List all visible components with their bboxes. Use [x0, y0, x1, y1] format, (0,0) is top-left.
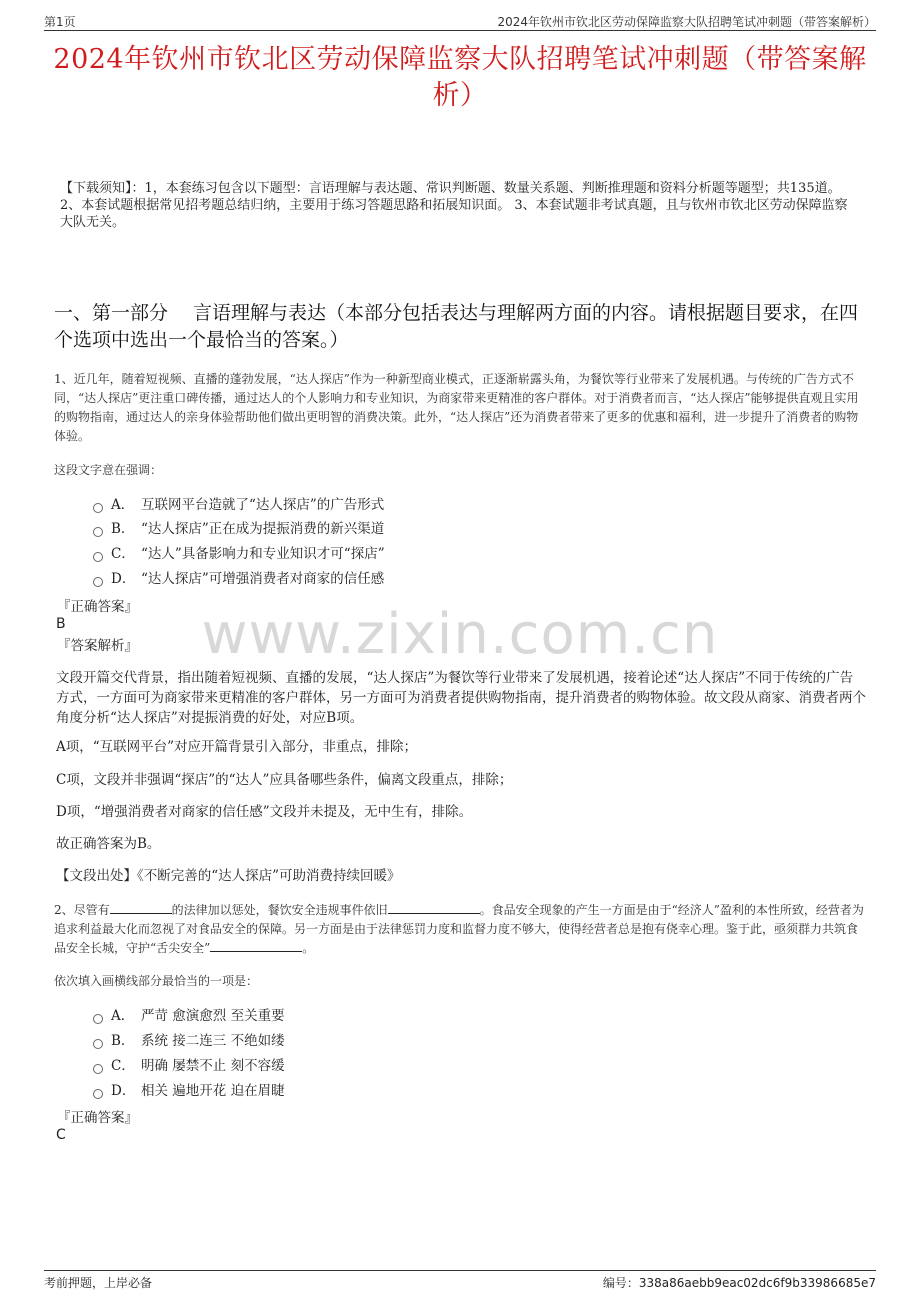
- option-text: 明确 屡禁不止 刻不容缓: [141, 1058, 285, 1074]
- option-key: A．: [111, 497, 135, 513]
- question-1-text: 1、近几年，随着短视频、直播的蓬勃发展，“达人探店”作为一种新型商业模式，正逐渐崭露头角，为餐饮等行业带来了发展机遇。与传统的广告方式不同，“达人探店”更注重口碑传播，通过达人的个人影响力和专业知识，为商家带来更精准的客户群体。对于消费者而言，“达人探店”能够提供直观且实用的购物指南，通过达人的亲身体验帮助他们做出更明智的消费决策。此外，“达人探店”还为消费者带来了更多的优惠和福利，进一步提升了消费者的购物体验。: [54, 372, 859, 443]
- q2-answer: C: [56, 1127, 66, 1143]
- q1-option-d[interactable]: [93, 569, 384, 589]
- q1-option-b[interactable]: [93, 519, 384, 539]
- footer-slogan: 考前押题，上岸必备: [44, 1276, 153, 1290]
- radio-icon[interactable]: [93, 552, 103, 562]
- radio-icon[interactable]: [93, 1064, 103, 1074]
- q1-note-a: A项，“互联网平台”对应开篇背景引入部分，非重点，排除；: [56, 739, 418, 755]
- q1-note-c: C项，文段并非强调“探店”的“达人”应具备哪些条件，偏离文段重点，排除；: [56, 772, 513, 788]
- option-text: “达人”具备影响力和专业知识才可“探店”: [141, 546, 385, 562]
- watermark: www.zixin.com.cn: [201, 602, 719, 667]
- document-title: 2024年钦州市钦北区劳动保障监察大队招聘笔试冲刺题（带答案解析）: [53, 44, 867, 111]
- option-key: D．: [111, 571, 136, 587]
- radio-icon[interactable]: [93, 1039, 103, 1049]
- option-text: 相关 遍地开花 迫在眉睫: [141, 1083, 285, 1099]
- q2-option-c[interactable]: [93, 1056, 285, 1076]
- q2-option-d[interactable]: [93, 1081, 285, 1101]
- q1-option-c[interactable]: [93, 544, 385, 564]
- q1-conclusion: 故正确答案为B。: [56, 836, 161, 852]
- option-text: 严苛 愈演愈烈 至关重要: [141, 1008, 285, 1024]
- q1-option-a[interactable]: [93, 495, 384, 515]
- question-2-prompt: 依次填入画横线部分最恰当的一项是：: [54, 974, 259, 988]
- q1-source: 【文段出处】《不断完善的“达人探店”可助消费持续回暖》: [56, 868, 401, 884]
- option-key: B．: [111, 1033, 135, 1049]
- question-2-text: 2、尽管有 的法律加以惩处，餐饮安全违规事件依旧 。食品安全现象的产生一方面是由于“经济人”盈利的本性所致，经营者为追求利益最大化而忽视了对食品安全的保障。另一方面是由于法律惩罚力度和监督力度不够大，使得经营者总是抱有侥幸心理。鉴于此，亟须群力共筑食品安全长城，守护“舌尖安全” 。: [54, 903, 864, 955]
- radio-icon[interactable]: [93, 527, 103, 537]
- q2-correct-label: 『正确答案』: [57, 1110, 138, 1126]
- option-key: B．: [111, 521, 135, 537]
- radio-icon[interactable]: [93, 503, 103, 513]
- option-key: C．: [111, 1058, 135, 1074]
- option-key: A．: [111, 1008, 135, 1024]
- q2-option-a[interactable]: [93, 1006, 285, 1026]
- option-key: C．: [111, 546, 135, 562]
- option-text: “达人探店”可增强消费者对商家的信任感: [141, 571, 385, 587]
- option-text: 互联网平台造就了“达人探店”的广告形式: [141, 497, 385, 513]
- page-number: 第1页: [44, 15, 76, 29]
- header-doc-title: 2024年钦州市钦北区劳动保障监察大队招聘笔试冲刺题（带答案解析）: [497, 15, 876, 29]
- section-heading: 一、第一部分 言语理解与表达（本部分包括表达与理解两方面的内容。请根据题目要求，在四个选项中选出一个最恰当的答案。）: [54, 302, 859, 351]
- footer-doc-id: 编号：338a86aebb9eac02dc6f9b33986685e7: [602, 1276, 876, 1290]
- fill-blank-2[interactable]: [388, 901, 480, 914]
- download-notice: 【下载须知】：1，本套练习包含以下题型：言语理解与表达题、常识判断题、数量关系题、判断推理题和资料分析题等题型；共135道。 2、本套试题根据常见招考题总结归纳，主要用于练习答题思路和拓展知识面。 3、本套试题非考试真题，且与钦州市钦北区劳动保障监察大队无关。: [60, 181, 848, 230]
- option-key: D．: [111, 1083, 136, 1099]
- q2-option-b[interactable]: [93, 1031, 285, 1051]
- q1-analysis: 文段开篇交代背景，指出随着短视频、直播的发展，“达人探店”为餐饮等行业带来了发展机遇，接着论述“达人探店”不同于传统的广告方式，一方面可为商家带来更精准的客户群体，另一方面可为消费者提供购物指南，提升消费者的购物体验。故文段从商家、消费者两个角度分析“达人探店”对提振消费的好处，对应B项。: [56, 670, 866, 726]
- q1-answer: B: [56, 616, 66, 632]
- q1-correct-label: 『正确答案』: [57, 599, 138, 615]
- question-1-prompt: 这段文字意在强调：: [54, 463, 163, 477]
- radio-icon[interactable]: [93, 1014, 103, 1024]
- radio-icon[interactable]: [93, 577, 103, 587]
- radio-icon[interactable]: [93, 1089, 103, 1099]
- fill-blank-3[interactable]: [210, 939, 302, 952]
- q1-note-d: D项，“增强消费者对商家的信任感”文段并未提及，无中生有，排除。: [56, 804, 473, 820]
- q1-analysis-label: 『答案解析』: [57, 638, 138, 654]
- option-text: “达人探店”正在成为提振消费的新兴渠道: [141, 521, 385, 537]
- page-header: [44, 10, 876, 31]
- option-text: 系统 接二连三 不绝如缕: [141, 1033, 285, 1049]
- fill-blank-1[interactable]: [110, 901, 172, 914]
- page-footer: [44, 1270, 876, 1291]
